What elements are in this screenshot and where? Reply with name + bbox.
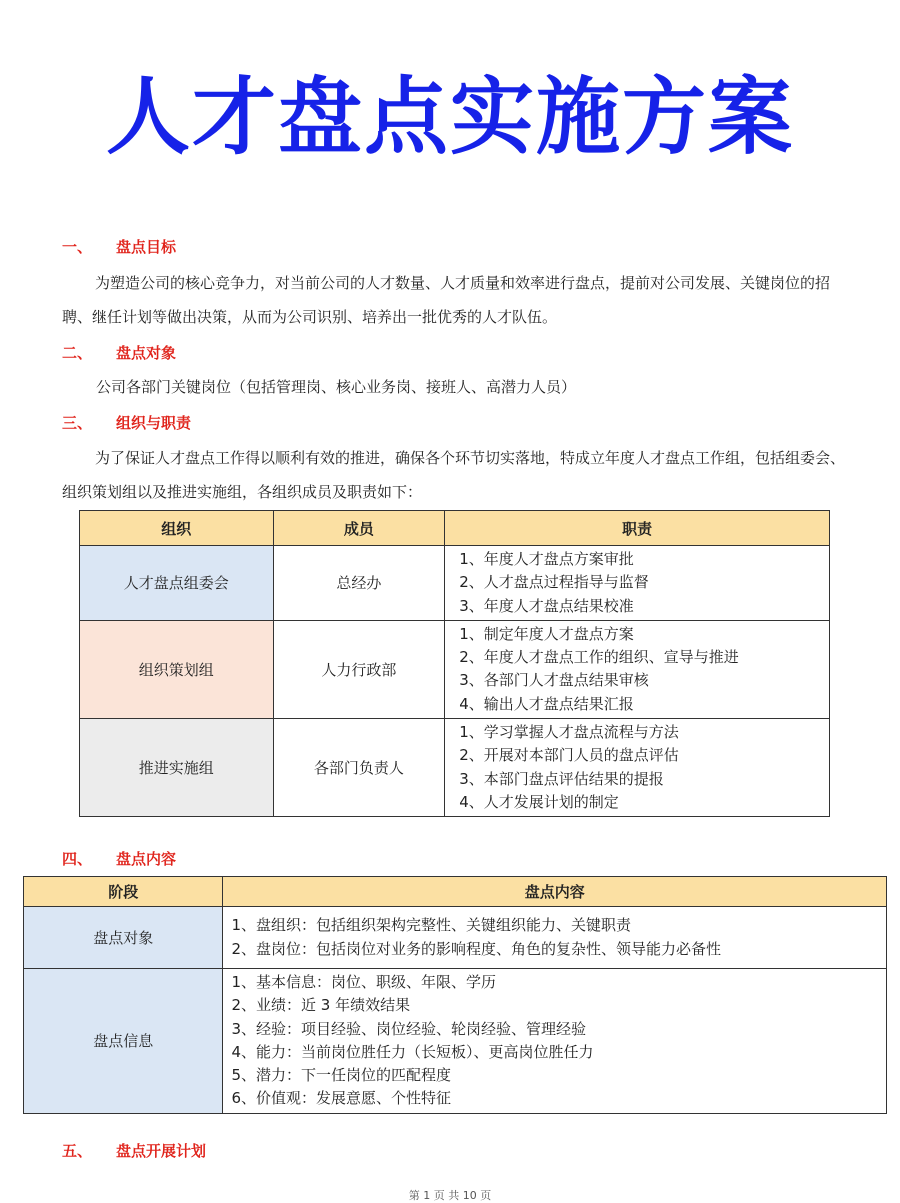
target-paragraph: 公司各部门关键岗位（包括管理岗、核心业务岗、接班人、高潜力人员）	[96, 378, 577, 396]
content-cell	[223, 969, 887, 1114]
table-header-row	[24, 877, 887, 907]
member-cell: 总经办	[273, 546, 445, 621]
duties-cell	[445, 719, 830, 817]
section-title: 盘点开展计划	[116, 1142, 207, 1160]
table-row	[24, 907, 887, 969]
page-title: 人才盘点实施方案	[105, 68, 794, 166]
stage-cell: 盘点信息	[24, 969, 223, 1114]
duty-item: 3、年度人才盘点结果校准	[459, 596, 634, 615]
header-cell-content: 盘点内容	[223, 877, 887, 907]
org-cell: 组织策划组	[80, 620, 274, 718]
section-number: 一、	[62, 238, 93, 256]
header-cell-org: 组织	[80, 511, 274, 546]
content-cell	[223, 907, 887, 969]
page-footer: 第 1 页 共 10 页	[408, 1189, 492, 1202]
header-cell-member: 成员	[273, 511, 445, 546]
org-table	[79, 510, 830, 817]
section-heading-content	[62, 848, 176, 870]
table-row	[24, 969, 887, 1114]
duty-item: 4、人才发展计划的制定	[459, 792, 619, 811]
section-title: 盘点目标	[116, 238, 177, 256]
duty-item: 1、年度人才盘点方案审批	[459, 550, 634, 568]
section-number: 五、	[62, 1142, 93, 1160]
org-paragraph: 为了保证人才盘点工作得以顺利有效的推进，确保各个环节切实落地，特成立年度人才盘点工作组，包括组委会、组织策划组以及推进实施组，各组织成员及职责如下：	[62, 449, 846, 501]
content-table	[23, 876, 887, 1114]
header-cell-stage: 阶段	[24, 877, 223, 907]
duty-item: 4、输出人才盘点结果汇报	[459, 694, 634, 713]
member-cell: 各部门负责人	[273, 719, 445, 817]
duty-item: 1、学习掌握人才盘点流程与方法	[459, 723, 679, 742]
content-item: 2、盘岗位：包括岗位对业务的影响程度、角色的复杂性、领导能力必备性	[231, 939, 721, 958]
content-item: 4、能力：当前岗位胜任力（长短板）、更高岗位胜任力	[231, 1042, 594, 1061]
content-item: 1、基本信息：岗位、职级、年限、学历	[231, 973, 496, 991]
section-heading-plan	[62, 1140, 206, 1162]
duties-cell	[445, 546, 830, 621]
content-item: 2、业绩：近 3 年绩效结果	[231, 996, 411, 1015]
duty-item: 3、本部门盘点评估结果的提报	[459, 769, 664, 788]
content-item: 1、盘组织：包括组织架构完整性、关键组织能力、关键职责	[231, 916, 631, 935]
member-cell: 人力行政部	[273, 620, 445, 718]
header-cell-duties: 职责	[445, 511, 830, 546]
section-heading-goal	[62, 236, 176, 258]
section-number: 四、	[62, 850, 93, 868]
section-heading-org	[62, 412, 191, 434]
section-title: 盘点对象	[116, 344, 177, 362]
section-heading-target	[62, 342, 176, 364]
section-number: 二、	[62, 344, 93, 362]
org-cell: 人才盘点组委会	[80, 546, 274, 621]
stage-cell: 盘点对象	[24, 907, 223, 969]
table-row	[80, 719, 830, 817]
duty-item: 1、制定年度人才盘点方案	[459, 624, 634, 643]
section-title: 盘点内容	[116, 850, 177, 868]
duties-cell	[445, 620, 830, 718]
content-item: 5、潜力：下一任岗位的匹配程度	[231, 1066, 451, 1085]
org-cell: 推进实施组	[80, 719, 274, 817]
table-row	[80, 620, 830, 718]
section-title: 组织与职责	[116, 414, 192, 432]
duty-item: 2、人才盘点过程指导与监督	[459, 573, 649, 592]
content-item: 3、经验：项目经验、岗位经验、轮岗经验、管理经验	[231, 1019, 586, 1038]
duty-item: 3、各部门人才盘点结果审核	[459, 671, 649, 690]
duty-item: 2、年度人才盘点工作的组织、宣导与推进	[459, 648, 739, 667]
duty-item: 2、开展对本部门人员的盘点评估	[459, 746, 679, 765]
goal-paragraph: 为塑造公司的核心竞争力，对当前公司的人才数量、人才质量和效率进行盘点，提前对公司发展、关键岗位的招聘、继任计划等做出决策，从而为公司识别、培养出一批优秀的人才队伍。	[62, 274, 831, 326]
section-number: 三、	[62, 414, 93, 432]
content-item: 6、价值观：发展意愿、个性特征	[231, 1089, 451, 1108]
table-row	[80, 546, 830, 621]
table-header-row	[80, 511, 830, 546]
